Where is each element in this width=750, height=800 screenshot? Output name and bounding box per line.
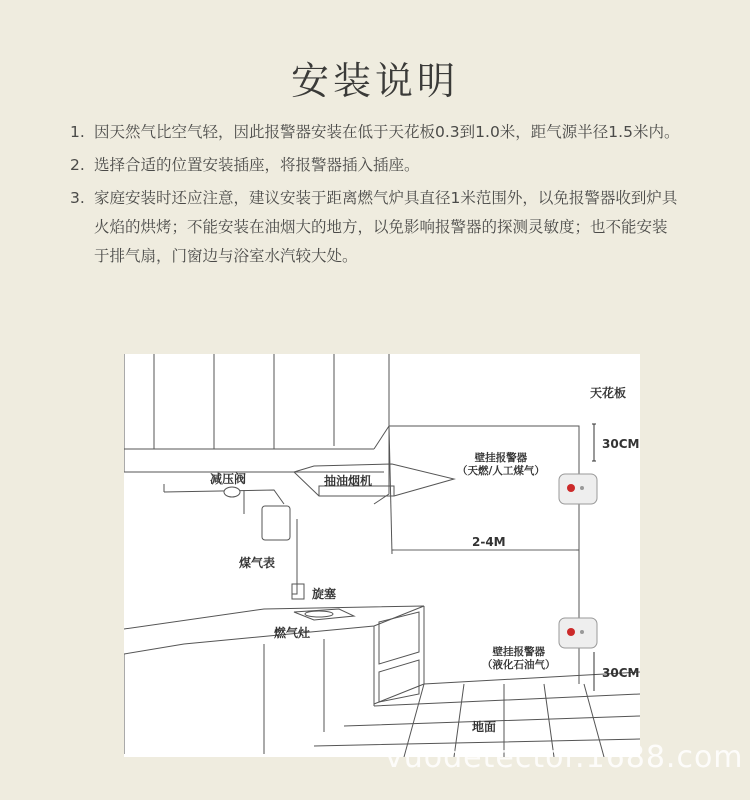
bottom-distance-label: 30CM — [602, 666, 640, 680]
instruction-text: 家庭安装时还应注意，建议安装于距离燃气炉具直径1米范围外，以免报警器收到炉具火焰的烘烤；不能安装在油烟大的地方，以免影响报警器的探测灵敏度；也不能安装于排气扇，门窗边与浴室水汽较大处。 — [94, 189, 678, 265]
top-distance-label: 30CM — [602, 437, 640, 451]
wall-alarm-bottom-title: 壁挂报警器 — [492, 646, 545, 658]
watermark: vuodetector.1688.com — [385, 740, 744, 775]
instruction-list — [70, 118, 680, 275]
alarm-icon — [559, 474, 597, 504]
range-hood-label: 抽油烟机 — [324, 474, 373, 488]
instruction-number: 1. — [70, 123, 85, 141]
wall-alarm-top-sub: （天燃/人工煤气） — [457, 465, 545, 477]
wall-alarm-top-label — [457, 452, 545, 478]
instruction-item — [70, 184, 680, 271]
wall-alarm-top-title: 壁挂报警器 — [474, 452, 528, 464]
floor-label: 地面 — [472, 720, 497, 734]
instruction-item — [70, 151, 680, 180]
alarm-icon — [559, 618, 597, 648]
instruction-number: 2. — [70, 156, 85, 174]
wall-alarm-bottom-sub: （液化石油气） — [482, 659, 556, 671]
stove-label: 燃气灶 — [274, 626, 311, 640]
gas-meter-label: 煤气表 — [239, 556, 276, 570]
installation-diagram — [124, 354, 640, 757]
page-title: 安装说明 — [290, 59, 459, 103]
instruction-item — [70, 118, 680, 147]
reducer-valve-label: 减压阀 — [210, 472, 247, 486]
ceiling-label: 天花板 — [590, 386, 627, 400]
instruction-text: 选择合适的位置安装插座，将报警器插入插座。 — [94, 156, 420, 174]
wall-alarm-bottom-label — [482, 646, 556, 672]
instruction-text: 因天然气比空气轻，因此报警器安装在低于天花板0.3到1.0米，距气源半径1.5米内。 — [94, 123, 680, 141]
plug-valve-label: 旋塞 — [312, 587, 337, 601]
range-distance-label: 2-4M — [472, 535, 506, 549]
instruction-number: 3. — [70, 189, 85, 207]
kitchen-drawing — [124, 354, 640, 757]
